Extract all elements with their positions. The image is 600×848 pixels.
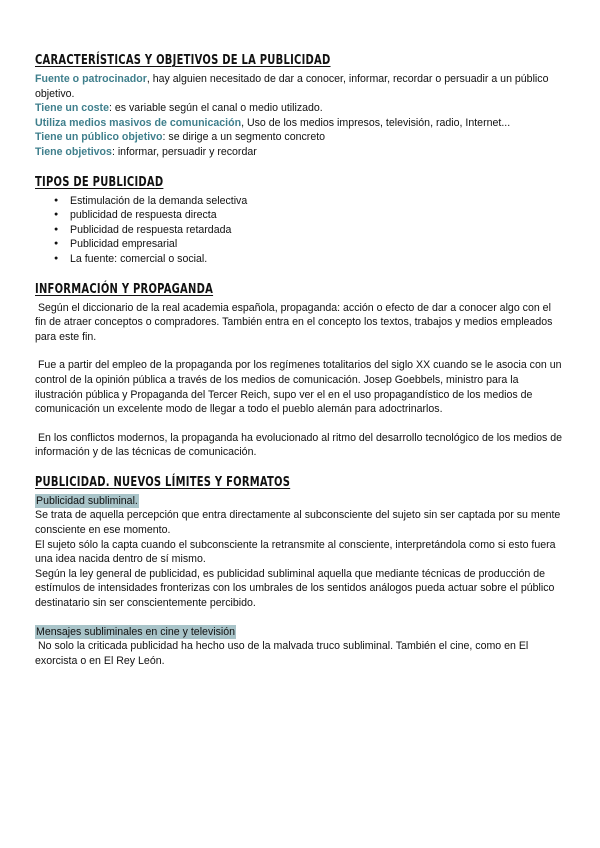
section-heading-informacion: INFORMACIÓN Y PROPAGANDA bbox=[35, 280, 214, 297]
characteristic-item: Fuente o patrocinador, hay alguien necesitado de dar a conocer, informar, recordar o persuadir a un público objetivo. bbox=[35, 73, 549, 100]
characteristics-list bbox=[35, 72, 565, 160]
characteristic-item: Tiene objetivos: informar, persuadir y recordar bbox=[35, 145, 257, 158]
list-item: ● La fuente: comercial o social. bbox=[70, 252, 565, 267]
section-heading-caracteristicas: CARACTERÍSTICAS Y OBJETIVOS DE LA PUBLICIDAD bbox=[35, 52, 331, 68]
paragraph: En los conflictos modernos, la propaganda ha evolucionado al ritmo del desarrollo tecnológico de los medios de información y de las técnicas de comunicación. bbox=[35, 431, 566, 459]
characteristic-item: Tiene un coste: es variable según el canal o medio utilizado. bbox=[35, 102, 323, 115]
characteristic-item: Tiene un público objetivo: se dirige a un segmento concreto bbox=[35, 131, 326, 144]
list-item: ● Publicidad de respuesta retardada bbox=[70, 223, 565, 238]
list-item: ● Publicidad empresarial bbox=[70, 237, 565, 252]
paragraph: No solo la criticada publicidad ha hecho uso de la malvada truco subliminal. También el cine, como en El exorcista o en El Rey León. bbox=[35, 640, 532, 667]
types-bullet-list bbox=[35, 194, 565, 267]
paragraph: Según la ley general de publicidad, es publicidad subliminal aquella que mediante técnicas de producción de estímulos de intensidades fronterizas con los umbrales de los sentidos análogos pueda actuar sobre el público destinatario sin ser conscientemente percibido. bbox=[35, 567, 555, 610]
section-heading-tipos: TIPOS DE PUBLICIDAD bbox=[35, 173, 164, 190]
list-item: ● publicidad de respuesta directa bbox=[70, 208, 565, 223]
paragraph: Se trata de aquella percepción que entra directamente al subconsciente del sujeto sin ser captada por su mente consciente en ese momento. bbox=[35, 509, 561, 537]
section-heading-nuevos-limites: PUBLICIDAD. NUEVOS LÍMITES Y FORMATOS bbox=[35, 473, 291, 490]
characteristic-item: Utiliza medios masivos de comunicación, Uso de los medios impresos, televisión, radio, Internet... bbox=[35, 116, 511, 129]
document-content bbox=[35, 50, 565, 668]
paragraph: El sujeto sólo la capta cuando el subconsciente la retransmite al consciente, interpretándola como si esto fuera una idea nacida dentro de sí mismo. bbox=[35, 538, 556, 566]
subheading-subliminal: Publicidad subliminal. bbox=[36, 494, 138, 507]
paragraph: Según el diccionario de la real academia española, propaganda: acción o efecto de dar a conocer algo con el fin de atraer conceptos o compradores. También entra en el concepto los textos, trabajos y medios empleados para este fin. bbox=[35, 301, 556, 343]
paragraph: Fue a partir del empleo de la propaganda por los regímenes totalitarios del siglo XX cuando se le asocia con un control de la opinión pública a través de los medios de comunicación. Josep Goebbels, ministro para la ilustración pública y Propaganda del Tercer Reich, supo ver el en el uso propagandístico de los medios de comunicación un excelente modo de llegar a todo el pueblo alemán para adoctrinarlos. bbox=[35, 359, 565, 416]
subheading-cine-television: Mensajes subliminales en cine y televisión bbox=[36, 625, 236, 638]
list-item: ● Estimulación de la demanda selectiva bbox=[70, 194, 565, 209]
